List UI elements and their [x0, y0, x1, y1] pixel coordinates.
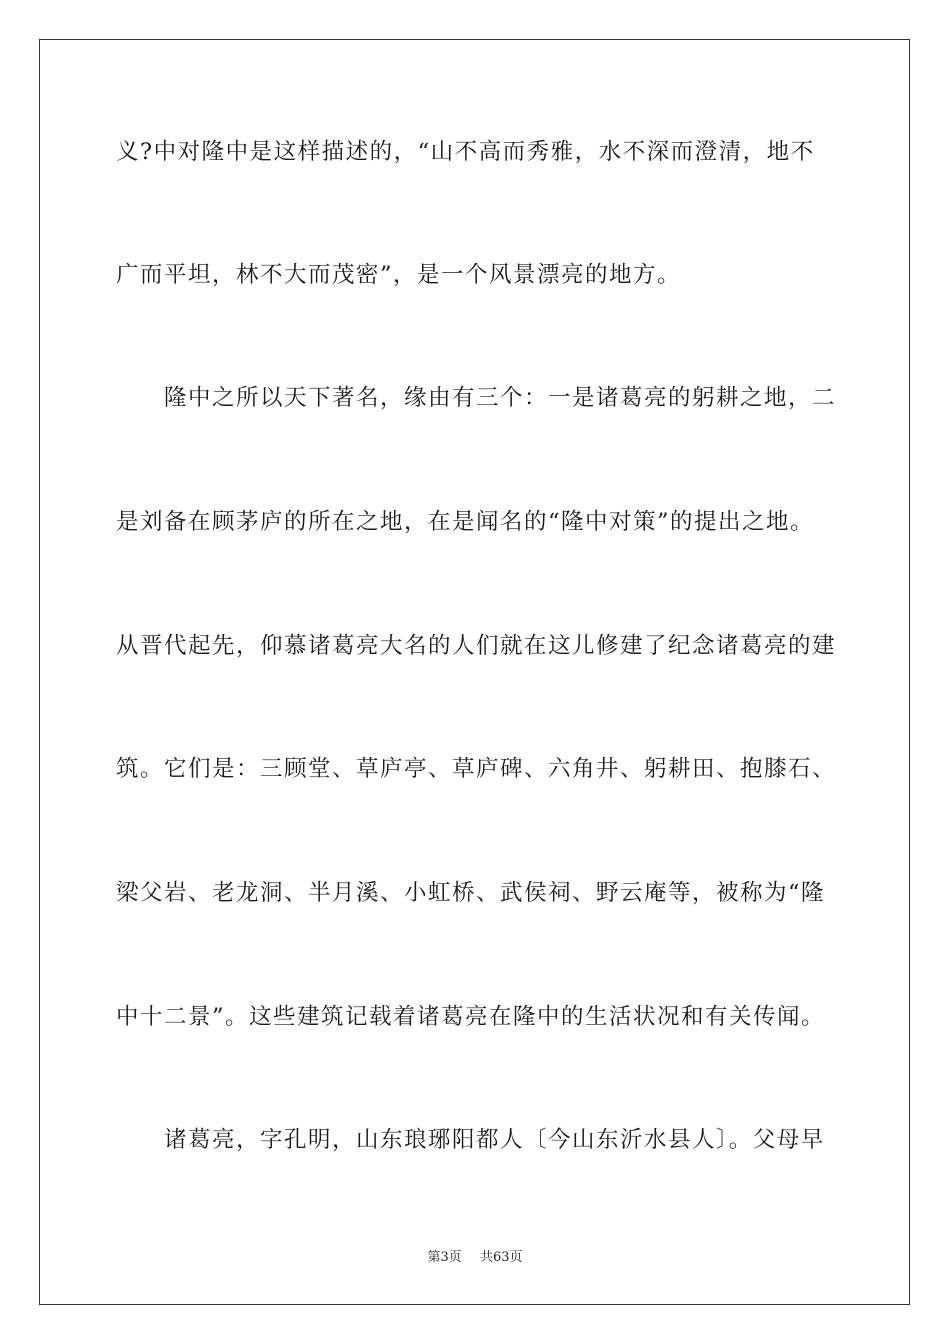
text-line-8: 中十二景”。这些建筑记载着诸葛亮在隆中的生活状况和有关传闻。	[116, 1004, 826, 1030]
text-line-7: 梁父岩、老龙洞、半月溪、小虹桥、武侯祠、野云庵等，被称为“隆	[116, 880, 826, 906]
text-line-1: 义?中对隆中是这样描述的，“山不高而秀雅，水不深而澄清，地不	[116, 139, 815, 165]
text-line-6: 筑。它们是：三顾堂、草庐亭、草庐碑、六角井、躬耕田、抱膝石、	[116, 756, 837, 782]
text-line-4: 是刘备在顾茅庐的所在之地，在是闻名的“隆中对策”的提出之地。	[116, 509, 815, 535]
page-number: 第3页	[427, 1250, 462, 1265]
text-line-2: 广而平坦，林不大而茂密”，是一个风景漂亮的地方。	[116, 262, 682, 288]
text-line-3: 隆中之所以天下著名，缘由有三个：一是诸葛亮的躬耕之地，二	[116, 385, 837, 411]
page-total: 共63页	[479, 1250, 523, 1265]
page-footer	[0, 1246, 950, 1265]
text-line-9: 诸葛亮，字孔明，山东琅琊阳都人〔今山东沂水县人〕。父母早	[116, 1127, 825, 1153]
text-line-5: 从晋代起先，仰慕诸葛亮大名的人们就在这儿修建了纪念诸葛亮的建	[116, 633, 837, 659]
page-frame	[39, 39, 910, 1305]
